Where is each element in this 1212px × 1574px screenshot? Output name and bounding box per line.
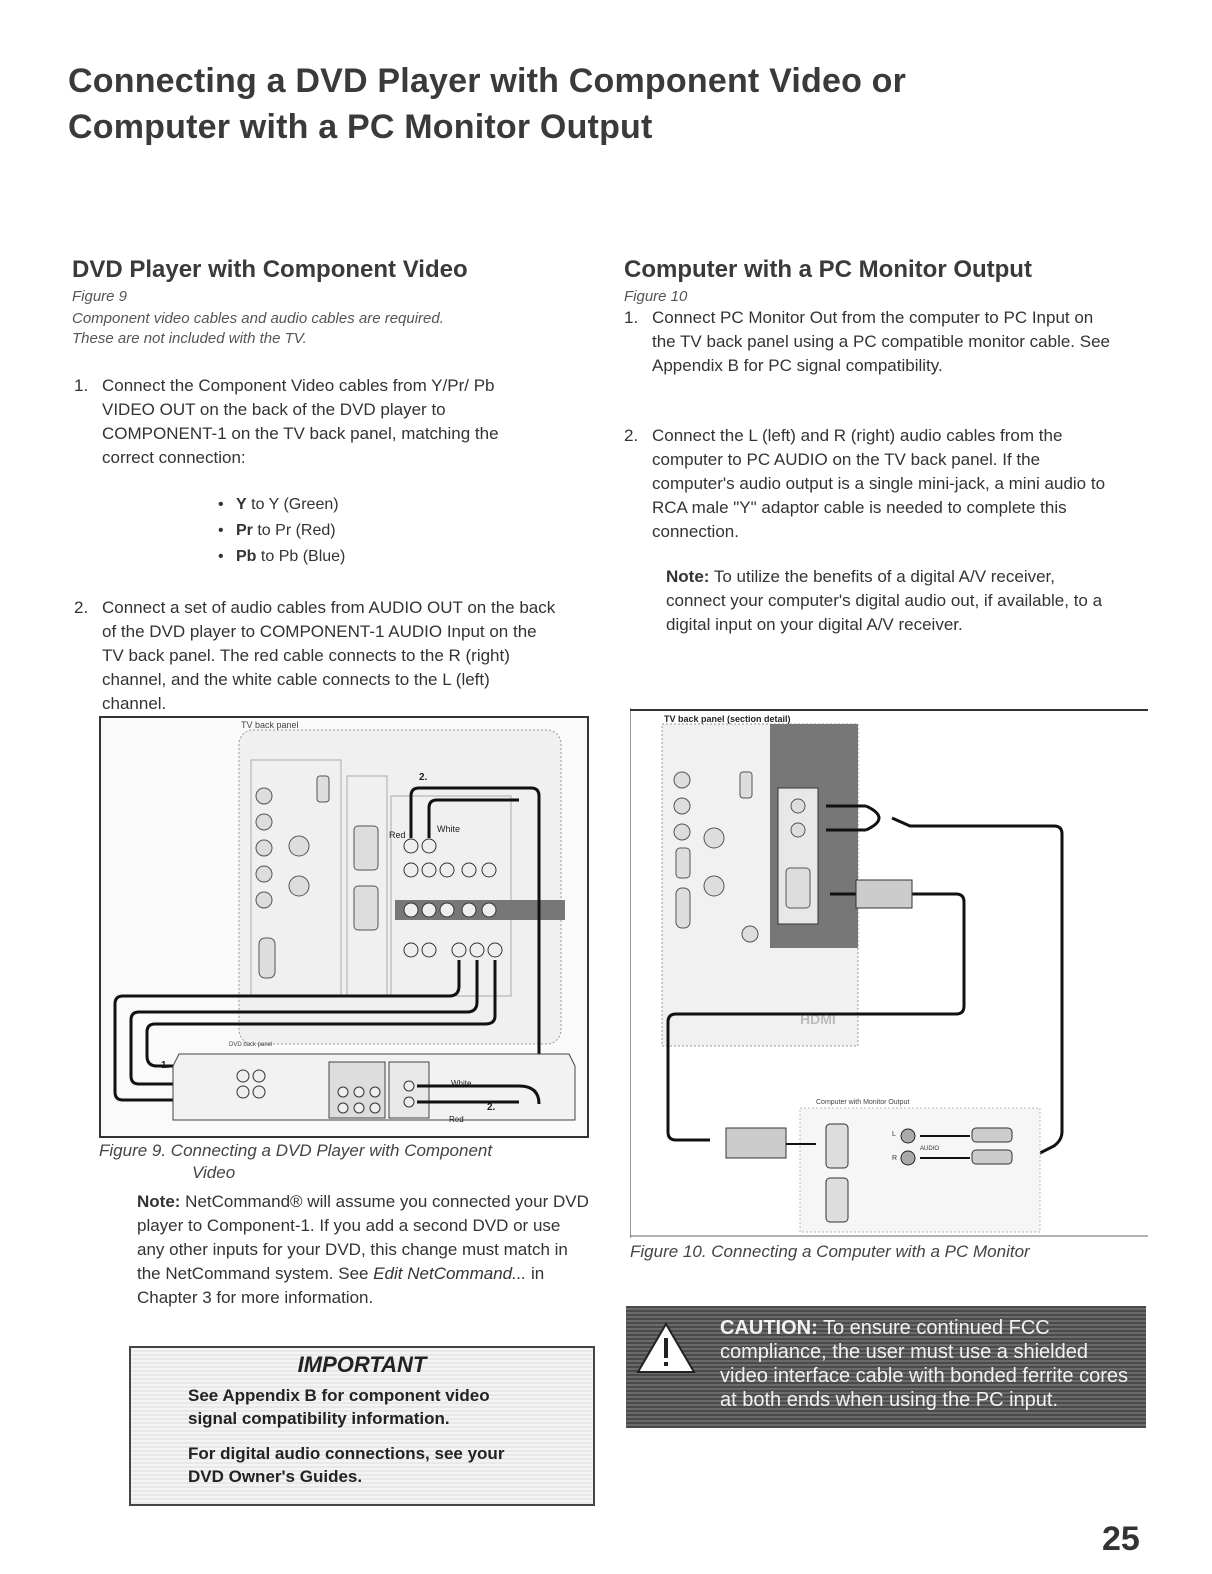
figure-9-diagram xyxy=(99,716,589,1138)
important-line-4: DVD Owner's Guides. xyxy=(188,1467,363,1486)
important-box xyxy=(129,1346,595,1506)
digital-receiver-note: Note: To utilize the benefits of a digital A/V receiver, connect your computer's digital audio out, if available, to a digital input on your digital A/V receiver. xyxy=(666,567,1103,634)
page-title xyxy=(68,58,1068,150)
pc-step-2: 2. Connect the L (left) and R (right) audio cables from the computer to PC AUDIO on the TV back panel. If the computer's audio output is a single mini-jack, a mini audio to RCA male "Y" adaptor cable is needed to complete this connection. xyxy=(624,426,1106,541)
dvd-step-2: 2. Connect a set of audio cables from AUDIO OUT on the back of the DVD player to COMPONENT-1 AUDIO Input on the TV back panel. The red cable connects to the R (right) channel, and the white cable connects to the L (left) channel. xyxy=(74,598,556,713)
figure-10-diagram xyxy=(630,708,1148,1238)
tv-section-detail-label: TV back panel (section detail) xyxy=(664,714,791,724)
page-number: 25 xyxy=(1102,1520,1140,1558)
dvd-section-heading: DVD Player with Component Video xyxy=(72,256,468,283)
label-white-lower: White xyxy=(451,1079,472,1088)
figure-10-caption: Figure 10. Connecting a Computer with a PC Monitor xyxy=(630,1242,1030,1261)
dvd-figure-ref: Figure 9 xyxy=(72,288,128,305)
warning-triangle-icon xyxy=(634,1320,698,1376)
callout-1: 1. xyxy=(161,1060,170,1071)
dvd-requirement-note: Component video cables and audio cables are required. These are not included with the TV. xyxy=(72,310,444,347)
audio-r-label: R xyxy=(892,1155,898,1162)
figure-9-caption: Figure 9. Connecting a DVD Player with Component Video xyxy=(99,1141,493,1182)
hdmi-label: HDMI xyxy=(800,1011,836,1027)
dvd-step-1: 1. Connect the Component Video cables from Y/Pr/ Pb VIDEO OUT on the back of the DVD player to COMPONENT-1 on the TV back panel, matching the correct connection: xyxy=(74,376,499,467)
label-red-lower: Red xyxy=(449,1115,464,1124)
bullet-y: • Y to Y (Green) xyxy=(218,492,345,518)
callout-2-bottom: 2. xyxy=(487,1102,496,1113)
pc-section-heading: Computer with a PC Monitor Output xyxy=(624,256,1032,283)
important-line-2: signal compatibility information. xyxy=(188,1409,450,1428)
dvd-connection-bullets xyxy=(218,492,345,570)
caution-text: CAUTION: To ensure continued FCC compliance, the user must use a shielded video interface cable with bonded ferrite cores at both ends when using the PC input. xyxy=(720,1317,1129,1411)
bullet-pb: • Pb to Pb (Blue) xyxy=(218,544,345,570)
callout-2-top: 2. xyxy=(419,772,428,783)
pc-figure-ref: Figure 10 xyxy=(624,288,688,305)
computer-output-label: Computer with Monitor Output xyxy=(816,1099,910,1106)
page-title-line-2: Computer with a PC Monitor Output xyxy=(68,108,653,146)
important-title: IMPORTANT xyxy=(297,1352,427,1377)
audio-l-label: L xyxy=(892,1131,896,1138)
bullet-pr: • Pr to Pr (Red) xyxy=(218,518,345,544)
label-red-top: Red xyxy=(389,830,406,840)
important-line-1: See Appendix B for component video xyxy=(188,1386,490,1405)
pc-step-1: 1. Connect PC Monitor Out from the computer to PC Input on the TV back panel using a PC compatible monitor cable. See Appendix B for PC signal compatibility. xyxy=(624,308,1111,375)
dvd-back-panel-label: DVD back panel xyxy=(229,1042,273,1048)
important-line-3: For digital audio connections, see your xyxy=(188,1444,505,1463)
audio-label: AUDIO xyxy=(920,1146,940,1152)
page-title-line-1: Connecting a DVD Player with Component Video or xyxy=(68,62,907,100)
tv-back-panel-label: TV back panel xyxy=(241,720,299,730)
label-white-top: White xyxy=(437,824,461,834)
netcommand-note: Note: NetCommand® will assume you connected your DVD player to Component-1. If you add a second DVD or use any other inputs for your DVD, this change must match in the NetCommand system. See Edit NetCommand... in Chapter 3 for more information. xyxy=(137,1192,589,1307)
